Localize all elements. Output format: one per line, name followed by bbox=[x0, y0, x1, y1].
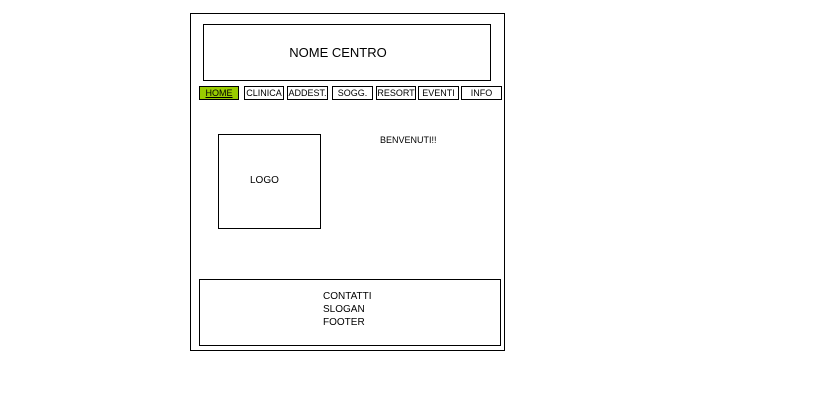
nav-tab-eventi[interactable]: EVENTI bbox=[418, 86, 459, 100]
nav-tab-resort[interactable]: RESORT bbox=[377, 88, 415, 98]
footer-label: FOOTER bbox=[323, 317, 365, 328]
footer-contatti: CONTATTI bbox=[323, 291, 372, 302]
logo-placeholder bbox=[218, 134, 321, 229]
footer-text-block bbox=[323, 290, 372, 329]
site-header bbox=[203, 24, 491, 81]
site-title: NOME CENTRO bbox=[289, 45, 387, 60]
footer-slogan: SLOGAN bbox=[323, 304, 365, 315]
nav-tab-sogg[interactable]: SOGG. bbox=[332, 86, 373, 100]
logo-label: LOGO bbox=[250, 175, 279, 186]
nav-tab-home[interactable]: HOME bbox=[199, 86, 239, 100]
site-footer bbox=[199, 279, 501, 346]
nav-tab-clinica[interactable]: CLINICA bbox=[244, 86, 284, 100]
nav-tab-info[interactable]: INFO bbox=[461, 86, 502, 100]
welcome-text: BENVENUTI!! bbox=[380, 135, 437, 145]
nav-tab-addest[interactable]: ADDEST. bbox=[288, 88, 327, 98]
